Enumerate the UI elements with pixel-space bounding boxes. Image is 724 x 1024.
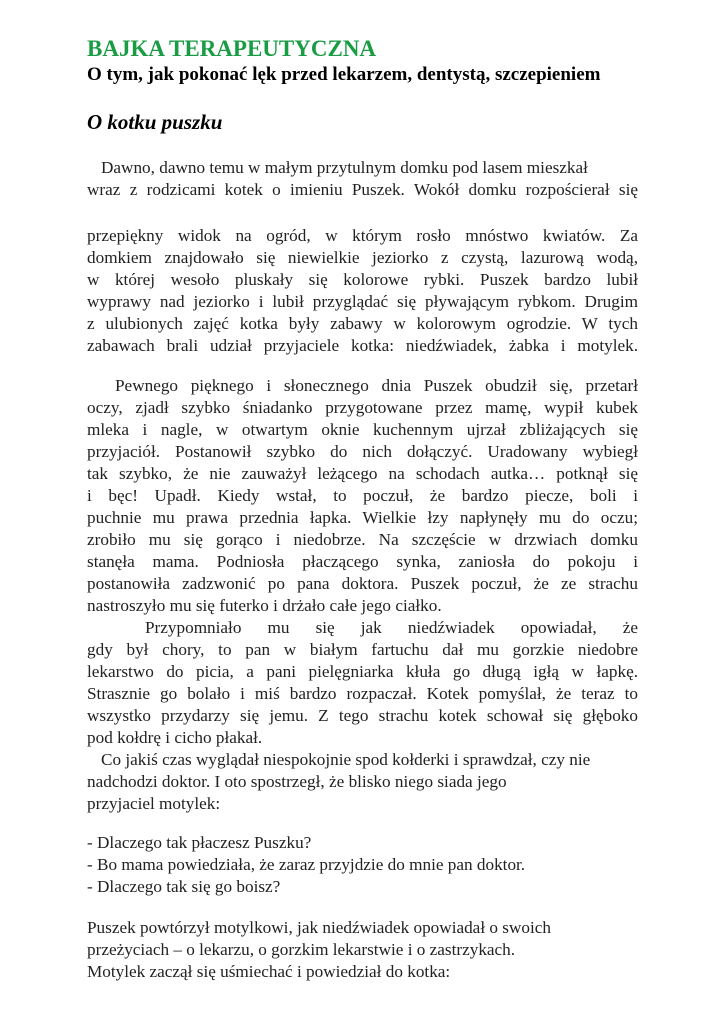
story-paragraph-1 [87,157,638,201]
text-line: zrobiło mu się gorąco i niedobrze. Na szczęście w drzwiach domku [87,530,638,549]
dialogue-block [87,832,638,898]
text-line: i bęc! Upadł. Kiedy wstał, to poczuł, że bardzo piecze, boli i [87,486,638,505]
text-line: Motylek zaczął się uśmiechać i powiedział do kotka: [87,962,451,981]
text-line: przepiękny widok na ogród, w którym rosło mnóstwo kwiatów. Za [87,226,638,245]
dialogue-line: - Dlaczego tak się go boisz? [87,877,281,896]
text-line: postanowiła zadzwonić po pana doktora. Puszek poczuł, że ze strachu [87,574,638,593]
text-line: wszystko przydarzy się jemu. Z tego strachu kotek schował się głęboko [87,706,638,725]
document-title: BAJKA TERAPEUTYCZNA [87,36,377,61]
text-line: mleka i nagle, w otwartym oknie kuchennym ujrzał zbliżających się [87,420,638,439]
text-line: z ulubionych zajęć kotka były zabawy w kolorowym ogrodzie. W tych [87,314,638,333]
text-line: Strasznie go bolało i miś bardzo rozpaczał. Kotek pomyślał, że teraz to [87,684,638,703]
text-line: stanęła mama. Podniosła płaczącego synka, zaniosła do pokoju i [87,552,638,571]
text-line: domkiem znajdowało się niewielkie jeziorko z czystą, lazurową wodą, [87,248,638,267]
text-line: przeżyciach – o lekarzu, o gorzkim lekarstwie i o zastrzykach. [87,940,516,959]
dialogue-line: - Dlaczego tak płaczesz Puszku? [87,833,312,852]
text-line: zabawach brali udział przyjaciele kotka: niedźwiadek, żabka i motylek. [87,336,638,355]
text-line: Co jakiś czas wyglądał niespokojnie spod kołderki i sprawdzał, czy nie [101,750,591,769]
story-paragraph-4 [87,917,638,983]
text-line: oczy, zjadł szybko śniadanko przygotowane przez mamę, wypił kubek [87,398,638,417]
text-line: przyjaciel motylek: [87,794,221,813]
dialogue-line: - Bo mama powiedziała, że zaraz przyjdzie do mnie pan doktor. [87,855,526,874]
text-line: lekarstwo do picia, a pani pielęgniarka kłuła go długą igłą w łapkę. [87,662,638,681]
text-line: pod kołdrę i cicho płakał. [87,728,263,747]
text-line: tak szybko, że nie zauważył leżącego na schodach autka… potknął się [87,464,638,483]
text-line: gdy był chory, to pan w białym fartuchu dał mu gorzkie niedobre [87,640,638,659]
story-paragraph-3 [87,375,638,815]
document-subtitle: O tym, jak pokonać lęk przed lekarzem, dentystą, szczepieniem [87,64,601,85]
story-title: O kotku puszku [87,110,223,134]
text-line: Puszek powtórzył motylkowi, jak niedźwiadek opowiadał o swoich [87,918,551,937]
text-line: Dawno, dawno temu w małym przytulnym domku pod lasem mieszkał [101,158,588,177]
text-line: puchnie mu prawa przednia łapka. Wielkie łzy napłynęły mu do oczu; [87,508,638,527]
text-line: nastroszyło mu się futerko i drżało całe jego ciałko. [87,596,442,615]
story-paragraph-2 [87,225,638,357]
text-line: w której wesoło pluskały się kolorowe rybki. Puszek bardzo lubił [87,270,638,289]
text-line: nadchodzi doktor. I oto spostrzegł, że blisko niego siada jego [87,772,507,791]
text-line: Pewnego pięknego i słonecznego dnia Puszek obudził się, przetarł [115,376,638,395]
text-line: Przypomniało mu się jak niedźwiadek opowiadał, że [145,618,638,637]
text-line: wraz z rodzicami kotek o imieniu Puszek. Wokół domku rozpościerał się [87,180,638,199]
text-line: wyprawy nad jeziorko i lubił przyglądać się pływającym rybkom. Drugim [87,292,638,311]
text-line: przyjaciół. Postanowił szybko do nich dołączyć. Uradowany wybiegł [87,442,638,461]
